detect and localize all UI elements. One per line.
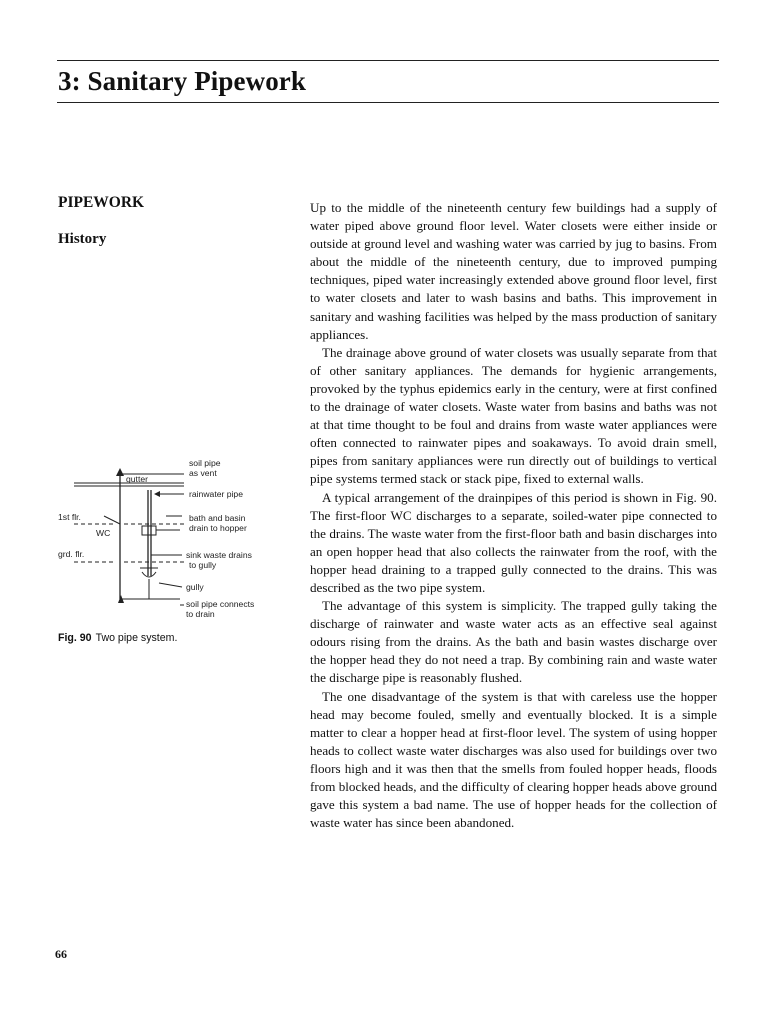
page-number: 66 [55, 947, 67, 961]
hopper-head [142, 526, 156, 535]
paragraph: The one disadvantage of the system is that with careless use the hopper head may become fouled, smelly and eventually blocked. It is a simple matter to clear a hopper head at first-floor level. The system of using hopper heads to collect waste water discharges was also used for buildings over two floors high and it was then that the smells from fouled hopper heads, floods from blocked heads, and the difficulty of clearing hopper heads above ground gave this system a bad name. The use of hopper heads for the collection of waste water has since been abandoned. [310, 688, 717, 831]
section-heading: PIPEWORK [58, 194, 145, 211]
wc-branch [104, 516, 120, 524]
label-ground-floor: grd. flr. [58, 549, 85, 559]
chapter-title: 3: Sanitary Pipework [58, 66, 306, 96]
label-soil-connect: to drain [186, 609, 215, 619]
section-subheading: History [58, 231, 107, 247]
two-pipe-system-figure [56, 454, 286, 624]
gully [142, 572, 156, 577]
top-rule [57, 60, 719, 61]
label-bath-basin: drain to hopper [189, 523, 247, 533]
pipe-diagram [56, 454, 286, 624]
arrow-icon [154, 491, 160, 497]
paragraph: Up to the middle of the nineteenth century few buildings had a supply of water piped above ground floor level. Water closets were either inside or outside at ground level and washing water was carried by jug to basins. From about the middle of the nineteenth century, due to improved pumping techniques, piped water increasingly extended above ground floor level, first to water closets and later to wash basins and baths. This improvement in sanitary and washing facilities was helped by the mass production of sanitary appliances. [310, 200, 717, 342]
paragraph: A typical arrangement of the drainpipes of this period is shown in Fig. 90. The first-floor WC discharges to a separate, soiled-water pipe connected to the drains. The waste water from the first-floor bath and basin discharges into an open hopper head that also collects the rainwater from the roof, with the hopper head draining to a trapped gully connected to the drains. This was described as the two pipe system. [310, 489, 717, 595]
paragraph: The advantage of this system is simplicity. The trapped gully taking the discharge of rainwater and waste water acts as an effective seal against odours rising from the drains. As the bath and basin wastes discharge over the hopper head they do not need a trap. By combining rain and waste water the discharge pipe is reasonably flushed. [310, 598, 717, 686]
leader-line [159, 583, 182, 587]
label-wc: WC [96, 528, 111, 538]
figure-caption [58, 632, 177, 644]
label-bath-basin: bath and basin [189, 513, 246, 523]
label-sink-waste: to gully [189, 560, 217, 570]
label-soil-connect: soil pipe connects [186, 599, 255, 609]
label-soil-pipe: as vent [189, 468, 217, 478]
body-text [310, 199, 717, 832]
label-sink-waste: sink waste drains [186, 550, 252, 560]
label-gutter: gutter [126, 474, 148, 484]
title-rule [57, 102, 719, 103]
label-rainwater-pipe: rainwater pipe [189, 489, 243, 499]
arrow-icon [116, 468, 124, 476]
paragraph: The drainage above ground of water closets was usually separate from that of other sanitary appliances. The demands for hygienic arrangements, provoked by the typhus epidemics early in the century, were at first confined to the drainage of water closets. Waste water from basins and baths was not at that time thought to be foul and drains from waste water appliances were often connected to rainwater pipes and soakaways. To avoid drain smell, pipes from sanitary appliances were run directly out of buildings to vertical pipe systems termed stack or stack pipe, fixed to external walls. [310, 344, 717, 487]
label-first-floor: 1st flr. [58, 512, 81, 522]
figure-caption-text: Two pipe system. [95, 632, 178, 644]
figure-number: Fig. 90 [58, 632, 92, 644]
label-soil-pipe: soil pipe [189, 458, 221, 468]
label-gully: gully [186, 582, 204, 592]
